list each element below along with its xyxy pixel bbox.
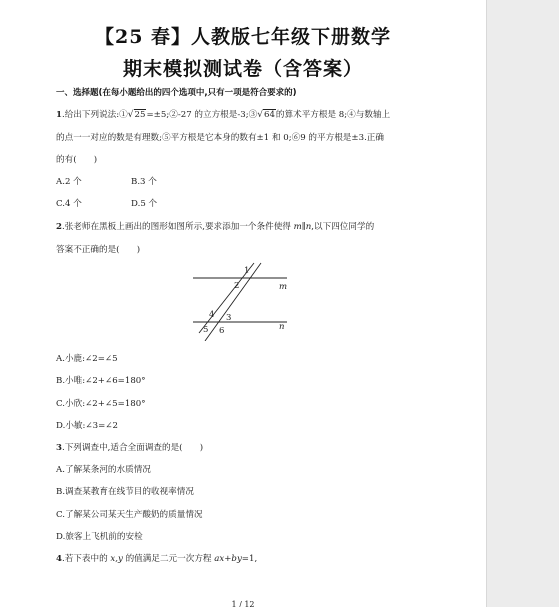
q2-line1 <box>56 220 374 232</box>
transversal-1 <box>205 263 261 341</box>
line-label-n: n <box>279 322 285 332</box>
q2-option-a: A.小鹿:∠2=∠5 <box>56 354 118 364</box>
q3-number: 3 <box>56 443 62 453</box>
section-heading: 一、选择题(在每小题给出的四个选项中,只有一项是符合要求的) <box>56 88 297 98</box>
q3-option-b: B.调查某教育在线节目的收视率情况 <box>56 487 194 497</box>
q1-text-a: .给出下列说法:① <box>61 110 128 120</box>
sqrt-25-arg: 25 <box>134 110 146 120</box>
angle-label-4: 4 <box>209 310 215 320</box>
q2-option-c: C.小欣:∠2+∠5=180° <box>56 399 146 409</box>
q1-option-b: B.3 个 <box>131 177 157 187</box>
q2-text-a: .张老师在黑板上画出的图形如图所示,要求添加一个条件使得 <box>61 222 294 232</box>
q2-text-b: ,以下四位同学的 <box>311 222 375 232</box>
q1-number: 1 <box>56 110 62 120</box>
page-number: 1 / 12 <box>231 600 255 607</box>
q2-option-b: B.小唯:∠2+∠6=180° <box>56 376 146 386</box>
q2-option-d: D.小敏:∠3=∠2 <box>56 421 118 431</box>
document-title-line1: 【25 春】人教版七年级下册数学 <box>94 26 392 48</box>
viewer-side-panel <box>486 0 559 607</box>
q3-option-d: D.旅客上飞机前的安检 <box>56 532 143 542</box>
q1-option-c: C.4 个 <box>56 199 82 209</box>
q4-equation: ax+by <box>214 554 242 564</box>
q2-line2: 答案不正确的是( ) <box>56 245 141 255</box>
q3-option-c: C.了解某公司某天生产酸奶的质量情况 <box>56 510 203 520</box>
parallel-lines-figure <box>191 261 293 341</box>
q4-text-b: 的值满足二元一次方程 <box>122 554 215 564</box>
q1-option-a: A.2 个 <box>56 177 82 187</box>
q3-text: .下列调查中,适合全面调查的是( ) <box>61 443 204 453</box>
angle-label-6: 6 <box>219 326 225 336</box>
q1-line3: 的有( ) <box>56 155 98 165</box>
sqrt-25: √25 <box>127 110 146 120</box>
angle-label-1: 1 <box>244 266 250 276</box>
sqrt-64-arg: 64 <box>263 110 275 120</box>
q3-option-a: A.了解某条河的水质情况 <box>56 465 151 475</box>
q4-line1 <box>56 552 257 564</box>
sqrt-64: √64 <box>257 110 275 120</box>
q1-line1 <box>56 108 390 120</box>
q4-text-a: .若下表中的 <box>61 554 111 564</box>
q1-option-d: D.5 个 <box>131 199 158 209</box>
angle-label-3: 3 <box>226 313 232 323</box>
q4-text-c: =1, <box>241 554 258 564</box>
angle-label-5: 5 <box>203 325 209 335</box>
q2-math: m∥n <box>293 222 312 232</box>
q4-number: 4 <box>56 554 62 564</box>
document-title-line2: 期末模拟测试卷（含答案） <box>122 58 363 80</box>
q4-vars: x,y <box>110 554 123 564</box>
q1-text-b: =±5;②-27 的立方根是-3;③ <box>146 110 258 120</box>
q1-line2: 的点一一对应的数是有理数;⑤平方根是它本身的数有±1 和 0;⑥9 的平方根是±3.正确 <box>56 133 384 143</box>
q3-line1 <box>56 441 203 453</box>
q1-text-c: 的算术平方根是 8;④与数轴上 <box>275 110 391 120</box>
line-label-m: m <box>279 282 288 292</box>
q2-number: 2 <box>56 222 62 232</box>
angle-label-2: 2 <box>234 281 240 291</box>
